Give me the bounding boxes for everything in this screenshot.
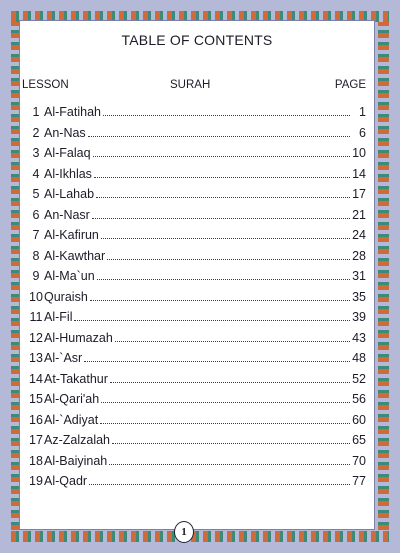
list-item[interactable] (20, 166, 374, 187)
surah-entry (44, 330, 350, 346)
surah-name: Al-Fil (44, 310, 73, 324)
content-page (19, 20, 375, 530)
surah-name: Al-Fatihah (44, 105, 101, 119)
page-number: 48 (352, 351, 366, 365)
lesson-number: 7 (32, 228, 40, 242)
lesson-number: 10 (29, 289, 43, 304)
lesson-number: 11 (29, 310, 43, 324)
page-number: 65 (352, 433, 366, 447)
header-page: PAGE (334, 79, 366, 91)
lesson-number: 15 (29, 392, 43, 406)
surah-name: Al-Kafirun (44, 228, 99, 242)
lesson-number: 2 (32, 125, 40, 140)
dot-leader (89, 483, 350, 485)
list-item[interactable] (20, 473, 374, 494)
lesson-number: 1 (32, 105, 40, 119)
surah-entry (44, 412, 350, 428)
list-item[interactable] (20, 412, 374, 433)
surah-entry (44, 227, 350, 243)
list-item[interactable] (20, 309, 374, 330)
page-number: 24 (352, 228, 366, 242)
page-number: 17 (352, 187, 366, 201)
page-number: 60 (352, 412, 366, 427)
page-number: 52 (352, 371, 366, 386)
surah-name: Az-Zalzalah (44, 433, 110, 447)
lesson-number: 19 (29, 474, 43, 488)
dot-leader (88, 135, 350, 137)
page-number: 70 (352, 453, 366, 468)
list-item[interactable] (20, 371, 374, 392)
surah-name: Al-Ikhlas (44, 166, 92, 181)
page-number: 28 (352, 248, 366, 263)
list-item[interactable] (20, 104, 374, 125)
dot-leader (115, 340, 350, 342)
list-item[interactable] (20, 186, 374, 207)
page-number: 77 (352, 474, 366, 488)
lesson-number: 12 (29, 330, 43, 345)
list-item[interactable] (20, 227, 374, 248)
list-item[interactable] (20, 391, 374, 412)
page-number: 31 (352, 269, 366, 283)
surah-name: Al-Humazah (44, 330, 113, 345)
dot-leader (103, 114, 350, 116)
list-item[interactable] (20, 268, 374, 289)
lesson-number: 16 (29, 412, 43, 427)
surah-name: At-Takathur (44, 371, 108, 386)
header-lesson: LESSON (22, 79, 69, 91)
lesson-number: 9 (32, 269, 40, 283)
column-headers (20, 79, 374, 95)
dot-leader (84, 360, 350, 362)
list-item[interactable] (20, 432, 374, 453)
surah-name: Al-Falaq (44, 146, 91, 160)
page-number: 10 (352, 146, 366, 160)
surah-entry (44, 309, 350, 325)
lesson-number: 3 (32, 146, 40, 160)
list-item[interactable] (20, 289, 374, 310)
surah-entry (44, 125, 350, 141)
surah-entry (44, 166, 350, 182)
lesson-number: 18 (29, 453, 43, 468)
dot-leader (97, 278, 350, 280)
lesson-number: 6 (32, 207, 40, 222)
lesson-number: 4 (32, 166, 40, 181)
dot-leader (100, 422, 350, 424)
page-number: 21 (352, 207, 366, 222)
surah-name: Al-`Asr (44, 351, 83, 365)
list-item[interactable] (20, 350, 374, 371)
contents-list (20, 104, 374, 494)
dot-leader (101, 401, 350, 403)
surah-name: An-Nas (44, 125, 86, 140)
dot-leader (93, 155, 350, 157)
surah-entry (44, 432, 350, 448)
list-item[interactable] (20, 145, 374, 166)
page-number: 43 (352, 330, 366, 345)
page-title: TABLE OF CONTENTS (121, 32, 273, 48)
lesson-number: 13 (29, 351, 43, 365)
surah-entry (44, 145, 350, 161)
list-item[interactable] (20, 248, 374, 269)
surah-entry (44, 371, 350, 387)
dot-leader (90, 299, 350, 301)
page-number: 14 (352, 166, 366, 181)
page-number: 39 (352, 310, 366, 324)
dot-leader (112, 442, 350, 444)
surah-entry (44, 248, 350, 264)
surah-entry (44, 391, 350, 407)
surah-entry (44, 186, 350, 202)
lesson-number: 17 (29, 433, 43, 447)
surah-entry (44, 289, 350, 305)
dot-leader (109, 463, 350, 465)
dot-leader (96, 196, 350, 198)
list-item[interactable] (20, 330, 374, 351)
surah-name: Al-Lahab (44, 187, 95, 201)
page-number: 56 (352, 392, 366, 406)
lesson-number: 8 (32, 248, 40, 263)
dot-leader (107, 258, 350, 260)
surah-entry (44, 207, 350, 223)
list-item[interactable] (20, 453, 374, 474)
lesson-number: 14 (29, 371, 43, 386)
dot-leader (110, 381, 350, 383)
surah-name: Al-Qari'ah (44, 392, 100, 406)
lesson-number: 5 (32, 187, 40, 201)
surah-entry (44, 104, 350, 120)
dot-leader (74, 319, 350, 321)
dot-leader (94, 176, 350, 178)
surah-name: Al-Kawthar (44, 248, 106, 263)
list-item[interactable] (20, 207, 374, 228)
surah-entry (44, 268, 350, 284)
surah-name: Al-Baiyinah (44, 453, 108, 468)
dot-leader (101, 237, 350, 239)
surah-name: Al-Ma`un (44, 269, 95, 283)
list-item[interactable] (20, 125, 374, 146)
page-number: 35 (352, 289, 366, 304)
surah-entry (44, 350, 350, 366)
dot-leader (92, 217, 350, 219)
page-number-badge: 1 (174, 521, 194, 543)
surah-name: Al-`Adiyat (44, 412, 99, 427)
page-number: 1 (359, 105, 366, 119)
surah-entry (44, 453, 350, 469)
surah-name: An-Nasr (44, 207, 90, 222)
page-number: 6 (359, 125, 366, 140)
header-surah: SURAH (170, 79, 211, 91)
surah-entry (44, 473, 350, 489)
surah-name: Quraish (44, 289, 88, 304)
surah-name: Al-Qadr (44, 474, 88, 488)
